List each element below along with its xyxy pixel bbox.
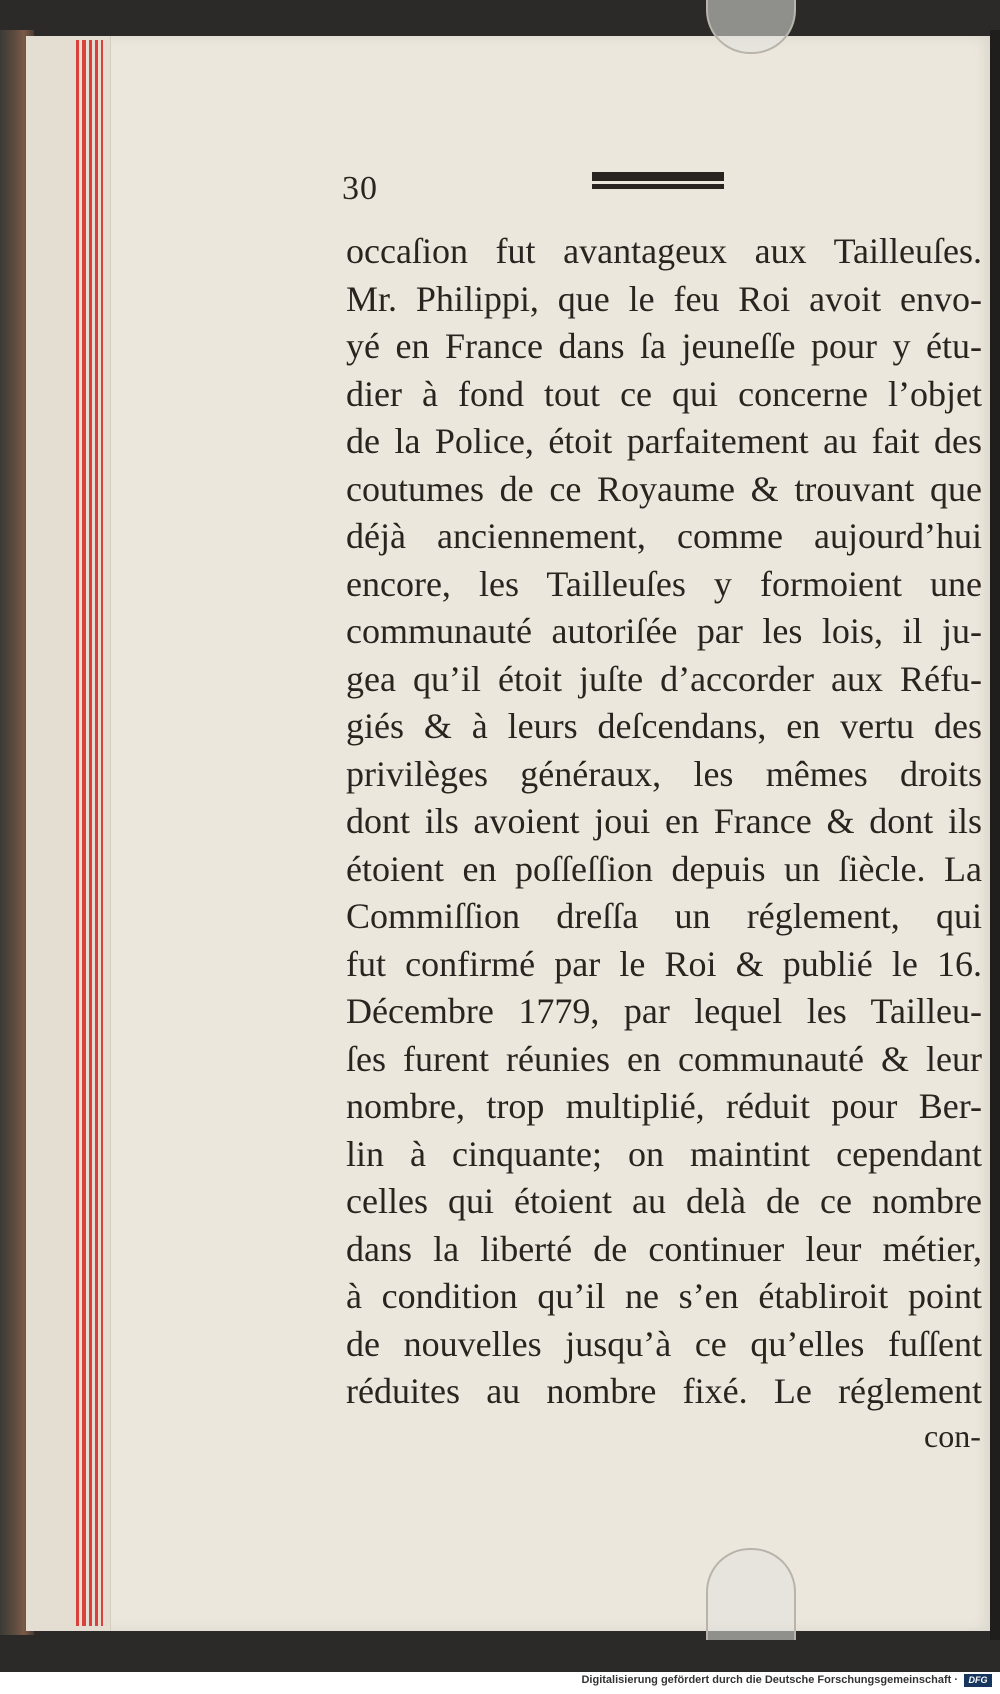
text-line: de la Police, étoit parfaitement au fait des (346, 421, 982, 461)
right-shadow (990, 30, 1000, 1640)
text-line: coutumes de ce Royaume & trouvant que (346, 468, 982, 509)
page-number: 30 (342, 170, 378, 207)
text-line: de nouvelles jusqu’à ce qu’elles fuſſent (346, 1323, 982, 1364)
text-line: déjà anciennement, comme aujourd’hui (346, 516, 982, 556)
red-page-edge (76, 40, 79, 1626)
text-line: communauté autoriſée par les lois, il ju- (346, 611, 982, 651)
text-line: Commiſſion dreſſa un réglement, qui (346, 896, 982, 936)
text-line: dans la liberté de continuer leur métier, (346, 1228, 982, 1269)
text-line: lin à cinquante; on maintint cependant (346, 1133, 982, 1174)
page-clip-bottom (706, 1548, 796, 1640)
body-text (346, 228, 982, 1416)
text-line: gea qu’il étoit juſte d’accorder aux Réfu- (346, 658, 982, 699)
text-line: dont ils avoient joui en France & dont ils (346, 801, 982, 841)
text-line: giés & à leurs deſcendans, en vertu des (346, 706, 982, 746)
text-line: encore, les Tailleuſes y formoient une (346, 563, 982, 604)
text-line: fut confirmé par le Roi & publié le 16. (346, 943, 982, 984)
text-line: privilèges généraux, les mêmes droits (346, 753, 982, 794)
dfg-logo-icon: DFG (964, 1674, 992, 1687)
catchword: con- (924, 1418, 981, 1454)
text-line: occaſion fut avantageux aux Tailleuſes. (346, 231, 982, 271)
text-line: nombre, trop multiplié, réduit pour Ber- (346, 1086, 982, 1126)
header-rule (592, 172, 724, 184)
red-page-edge (89, 40, 92, 1626)
text-line: yé en France dans ſa jeuneſſe pour y étu- (346, 326, 982, 366)
text-line: Mr. Philippi, que le feu Roi avoit envo- (346, 278, 982, 319)
red-page-edge (101, 40, 103, 1626)
text-line: à condition qu’il ne s’en établiroit point (346, 1276, 982, 1316)
text-line: ſes furent réunies en communauté & leur (346, 1038, 982, 1079)
text-line: Décembre 1779, par lequel les Tailleu- (346, 991, 982, 1031)
digitization-credit: Digitalisierung gefördert durch die Deutsche Forschungsgemeinschaft · (581, 1674, 958, 1686)
red-page-edge (82, 40, 86, 1626)
red-page-edge (95, 40, 98, 1626)
text-line: dier à fond tout ce qui concerne l’objet (346, 373, 982, 414)
page-margin-strip (26, 36, 111, 1631)
text-line: celles qui étoient au delà de ce nombre (346, 1181, 982, 1221)
text-line: réduites au nombre fixé. Le réglement (346, 1371, 982, 1411)
text-line: étoient en poſſeſſion depuis un ſiècle. La (346, 848, 982, 889)
